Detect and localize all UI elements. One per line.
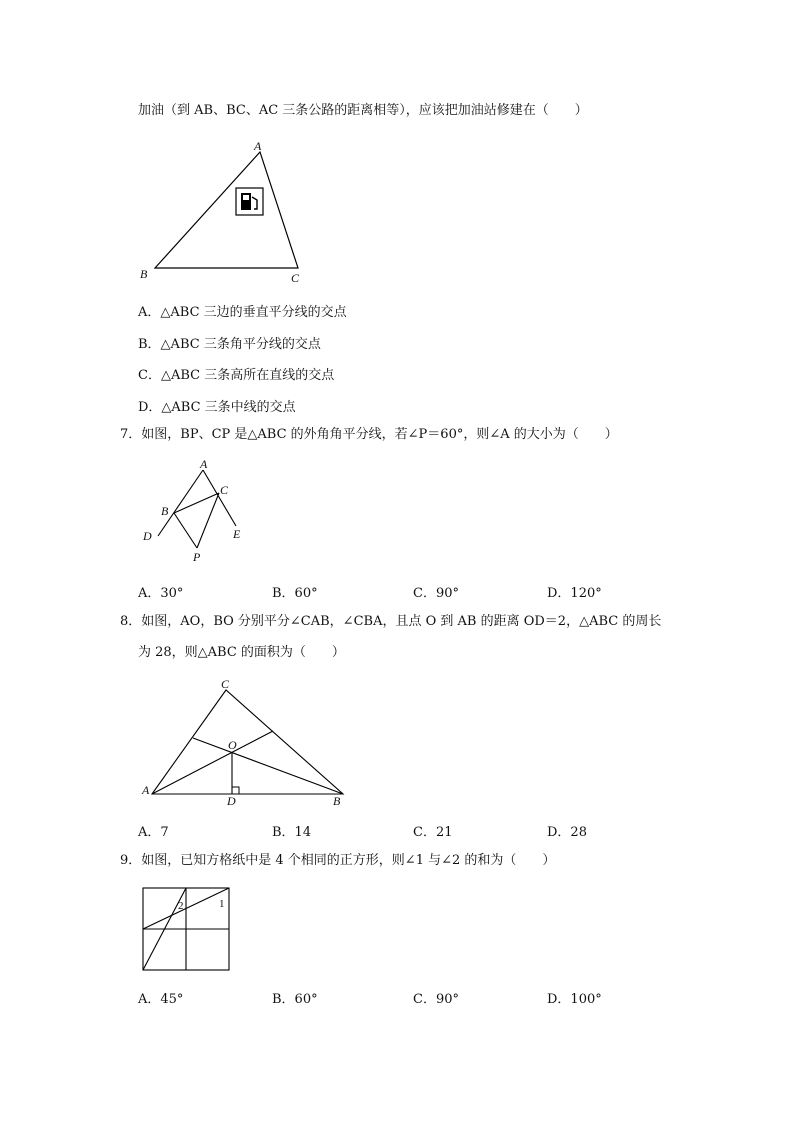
q8-label-a: A <box>142 783 150 797</box>
q6-option-a[interactable]: A．△ABC 三边的垂直平分线的交点 <box>138 305 347 320</box>
q9-label-angle2: 2 <box>178 900 184 912</box>
q7-label-p: P <box>193 550 201 564</box>
q8-stem-line1: 8．如图，AO，BO 分别平分∠CAB，∠CBA，且点 O 到 AB 的距离 OD＝2，△ABC 的周长 <box>120 614 662 629</box>
q8-option-b[interactable]: B．14 <box>272 825 312 840</box>
q6-label-c: C <box>291 271 300 285</box>
q8-option-c[interactable]: C．21 <box>413 825 453 840</box>
q7-label-c: C <box>220 483 229 497</box>
q7-option-a[interactable]: A．30° <box>138 586 184 601</box>
q8-label-d: D <box>227 794 236 808</box>
q6-label-b: B <box>140 267 148 281</box>
q7-label-d: D <box>143 529 152 543</box>
q8-label-b: B <box>333 794 341 808</box>
q7-option-c[interactable]: C．90° <box>413 586 459 601</box>
q8-label-c: C <box>221 677 230 691</box>
q9-option-a[interactable]: A．45° <box>138 992 184 1007</box>
q7-option-d[interactable]: D．120° <box>547 586 602 601</box>
q8-stem-line2: 为 28，则△ABC 的面积为（ ） <box>138 645 345 660</box>
q7-label-a: A <box>200 457 208 471</box>
q9-label-angle1: 1 <box>219 898 225 910</box>
q9-stem: 9．如图，已知方格纸中是 4 个相同的正方形，则∠1 与∠2 的和为（ ） <box>120 853 556 868</box>
q7-option-b[interactable]: B．60° <box>272 586 318 601</box>
q8-option-d[interactable]: D．28 <box>547 825 587 840</box>
q9-option-b[interactable]: B．60° <box>272 992 318 1007</box>
q6-label-a: A <box>254 139 262 153</box>
q6-option-b[interactable]: B．△ABC 三条角平分线的交点 <box>138 337 321 352</box>
q9-option-c[interactable]: C．90° <box>413 992 459 1007</box>
q6-option-d[interactable]: D．△ABC 三条中线的交点 <box>138 400 296 415</box>
q7-label-e: E <box>233 527 241 541</box>
q9-option-d[interactable]: D．100° <box>547 992 602 1007</box>
q7-label-b: B <box>161 504 169 518</box>
q6-option-c[interactable]: C．△ABC 三条高所在直线的交点 <box>138 368 335 383</box>
q8-option-a[interactable]: A．7 <box>138 825 169 840</box>
q7-stem: 7．如图，BP、CP 是△ABC 的外角角平分线，若∠P＝60°，则∠A 的大小为（ ） <box>120 427 618 442</box>
q6-stem-continuation: 加油（到 AB、BC、AC 三条公路的距离相等），应该把加油站修建在（ ） <box>138 103 588 118</box>
q8-label-o: O <box>228 738 237 752</box>
